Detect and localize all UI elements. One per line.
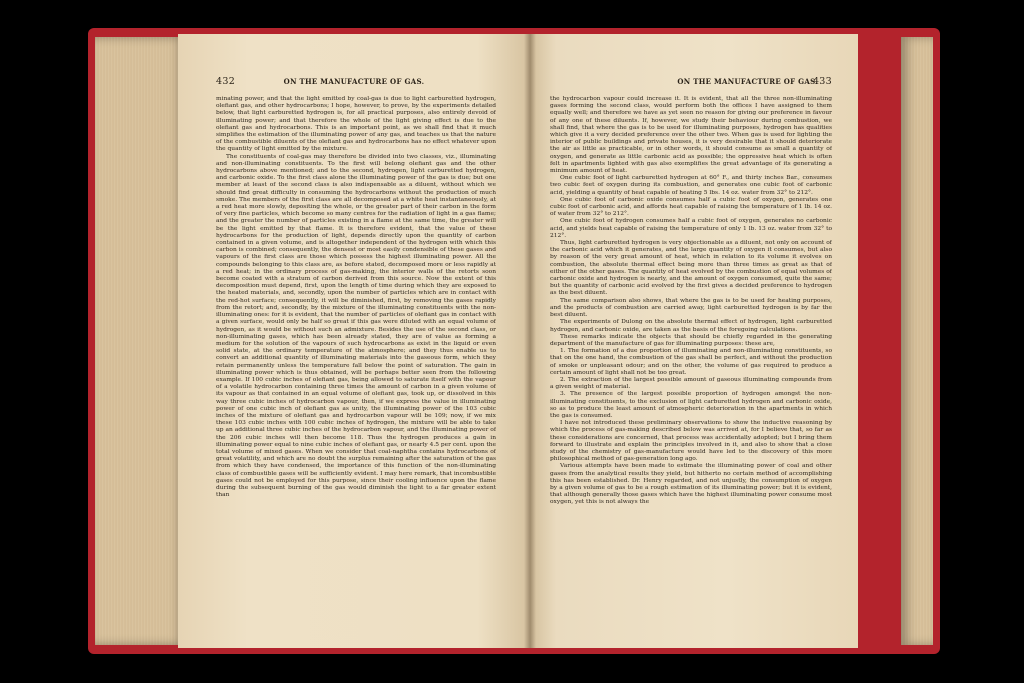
- right-page-edges: [901, 37, 933, 645]
- left-page-header: [178, 76, 530, 90]
- paragraph: The same comparison also shows, that where the gas is to be used for heating purposes, and the products of combustion are carried away, light carburetted hydrogen is by far the best diluent.: [550, 297, 832, 319]
- right-page-number: 433: [812, 76, 832, 87]
- paragraph: These remarks indicate the objects that should be chiefly regarded in the generating department of the manufacture of gas for illuminating purposes: these are,: [550, 333, 832, 347]
- paragraph: 2. The extraction of the largest possible amount of gaseous illuminating compounds from a given weight of material.: [550, 376, 832, 391]
- right-page: [530, 34, 858, 648]
- right-page-header: [530, 76, 858, 90]
- paragraph: 1. The formation of a due proportion of illuminating and non-illuminating constituents, so that on the one hand, the combustion of the gas shall be perfect, and without the production of smoke or unpleasant odour; and on the other, the volume of gas required to produce a certain amount of light shall not be too great.: [550, 348, 832, 376]
- left-page-number: 432: [216, 76, 236, 87]
- paragraph: 3. The presence of the largest possible proportion of hydrogen amongst the non-illuminating constituents, to the exclusion of light carburetted hydrogen and carbonic oxide, so as to produce the least amount of atmospheric deterioration in the apartments in which the gas is consumed.: [550, 391, 832, 419]
- paragraph: One cubic foot of light carburetted hydrogen at 60° F., and thirty inches Bar., consumes two cubic feet of oxygen during its combustion, and generates one cubic foot of carbonic acid, yielding a quantity of heat capable of heating 5 lbs. 14 oz. water from 32° to 212°.: [550, 175, 832, 196]
- paragraph: minating power, and that the light emitted by coal-gas is due to light carburetted hydrogen, olefiant gas, and other hydrocarbons; I hope, however, to prove, by the experiments detailed below, that light carburetted hydrogen is, for all practical purposes, also entirely devoid of illuminating power; and that therefore the whole of the light giving effect is due to the olefiant gas and hydrocarbons. This is an important point, as we shall find that it much simplifies the estimation of the illuminating power of any gas, and teaches us that the nature of the combustible diluents of the olefiant gas and hydrocarbons has no effect whatever upon the quantity of light emitted by the mixture.: [216, 96, 496, 153]
- paragraph: The experiments of Dulong on the absolute thermal effect of hydrogen, light carburetted hydrogen, and carbonic oxide, are taken as the basis of the foregoing calculations.: [550, 319, 832, 333]
- left-page-body: [216, 96, 496, 616]
- paragraph: One cubic foot of carbonic oxide consumes half a cubic foot of oxygen, generates one cubic foot of carbonic acid, and affords heat capable of raising the temperature of 1 lb. 14 oz. of water from 32° to 212°.: [550, 196, 832, 218]
- right-running-head: ON THE MANUFACTURE OF GAS.: [677, 77, 818, 86]
- paragraph: I have not introduced these preliminary observations to show the inductive reasoning by which the process of gas-making described below was arrived at, for I believe that, so far as these considerations are concerned, that process was accidentally adopted; but I bring them forward to illustrate and explain the principles involved in it, and also to show that a close study of the chemistry of gas-manufacture would have led to the discovery of this more philosophical method of gas-generation long ago.: [550, 420, 832, 463]
- right-page-body: [550, 96, 832, 618]
- paragraph: The constituents of coal-gas may therefore be divided into two classes, viz., illuminating and non-illuminating constituents. To the first will belong olefiant gas and the other hydrocarbons above mentioned; and to the second, hydrogen, light carburetted hydrogen, and carbonic oxide. To the first class alone the illuminating power of the gas is due; but one member at least of the second class is also indispensable as a diluent, without which we should find great difficulty in consuming the hydrocarbons without the production of much smoke. The members of the first class are all decomposed at a white heat instantaneously, at a red heat more slowly, depositing the whole, or the greater part of their carbon in the form of very fine particles, which become so many centres for the radiation of light in a gas flame; and the greater the number of particles existing in a flame at the same time, the greater will be the light emitted by that flame. It is therefore evident, that the value of these hydrocarbons for the production of light, depends directly upon the quantity of carbon contained in a given volume, and is altogether independent of the hydrogen with which this carbon is combined; consequently, the densest or most easily condensible of these gases and vapours of the first class are those which possess the highest illuminating power. All the compounds belonging to this class are, as before stated, decomposed more or less rapidly at a red heat; in the ordinary process of gas-making, the interior walls of the retorts soon become coated with a stratum of carbon derived from this source. Now the extent of this decomposition must depend, first, upon the length of time during which they are exposed to the heated materials, and, secondly, upon the number of particles which are in contact with the red-hot surface; consequently, it will be diminished, first, by removing the gases rapidly from the retort; and, secondly, by the mixture of the illuminating constituents with the non-illuminating ones: for it is evident, that the number of particles of olefiant gas in contact with a given surface, would only be half so great if this gas were diluted with an equal volume of hydrogen, as it would be without such an admixture. Besides the use of the second class, or non-illuminating gases, which has been already stated, they are of value as forming a medium for the solution of the vapours of such hydrocarbons as exist in the liquid or even solid state, at the ordinary temperature of the atmosphere; and they thus enable us to convert an additional quantity of illuminating materials into the gaseous form, which they retain permanently unless the temperature fall below the point of saturation. The gain in illuminating power which is thus obtained, will be perhaps better seen from the following example. If 100 cubic inches of olefiant gas, being allowed to saturate itself with the vapour of a volatile hydrocarbon containing three times the amount of carbon in a given volume of its vapour as that contained in an equal volume of olefiant gas, took up, or dissolved in this way three cubic inches of hydrocarbon vapour, then, if we express the value in illuminating power of one cubic inch of olefiant gas as unity, the illuminating power of the 103 cubic inches of the mixture of olefiant gas and hydrocarbon vapour will be 109; now, if we mix these 103 cubic inches with 100 cubic inches of hydrogen, the mixture will be able to take up an additional three cubic inches of the hydrocarbon vapour, and the illuminating power of the 206 cubic inches will then become 118. Thus the hydrogen produces a gain in illuminating power equal to nine cubic inches of olefiant gas, or nearly 4.5 per cent. upon the total volume of mixed gases. When we consider that coal-naphtha contains hydrocarbons of great volatility, and which are no doubt the surplus remaining after the saturation of the gas from which they have condensed, the importance of this function of the non-illuminating class of combustible gases will be sufficiently evident. I may here remark, that incombustible gases could not be employed for this purpose, since their cooling influence upon the flame during the subsequent burning of the gas would diminish the light to a far greater extent than: [216, 153, 496, 499]
- paragraph: the hydrocarbon vapour could increase it. It is evident, that all the three non-illuminating gases forming the second class, would perform both the offices I have assigned to them equally well; and therefore we have as yet seen no reason for giving our preference in favour of any one of these diluents. If, however, we study their behaviour during combustion, we shall find, that where the gas is to be used for illuminating purposes, hydrogen has qualities which give it a very decided preference over the other two. When gas is used for lighting the interior of public buildings and private houses, it is very desirable that it should deteriorate the air as little as practicable, or in other words, it should consume as small a quantity of oxygen, and generate as little carbonic acid as possible; the oppressive heat which is often felt in apartments lighted with gas also exemplifies the great advantage of its generating a minimum amount of heat.: [550, 96, 832, 175]
- book-gutter: [524, 34, 536, 648]
- paragraph: One cubic foot of hydrogen consumes half a cubic foot of oxygen, generates no carbonic acid, and yields heat capable of raising the temperature of only 1 lb. 13 oz. water from 32° to 212°.: [550, 218, 832, 239]
- open-book: [88, 28, 940, 654]
- paragraph: Thus, light carburetted hydrogen is very objectionable as a diluent, not only on account of the carbonic acid which it generates, and the large quantity of oxygen it consumes, but also by reason of the very great amount of heat, which in relation to its volume it evolves on combustion, the absolute thermal effect being more than three times as great as that of either of the other gases. The quantity of heat evolved by the combustion of equal volumes of carbonic oxide and hydrogen is nearly, and the amount of oxygen consumed, quite the same; but the quantity of carbonic acid evolved by the first gives a decided preference to hydrogen as the best diluent.: [550, 240, 832, 297]
- left-page-edges: [95, 37, 185, 645]
- left-running-head: ON THE MANUFACTURE OF GAS.: [283, 77, 425, 86]
- left-page: [178, 34, 530, 648]
- paragraph: Various attempts have been made to estimate the illuminating power of coal and other gases from the analytical results they yield, but hitherto no certain method of accomplishing this has been established. Dr. Henry regarded, and not unjustly, the consumption of oxygen by a given volume of gas to be a rough estimation of its illuminating power; but it is evident, that although generally those gases which have the highest illuminating power consume most oxygen, yet this is not always the: [550, 463, 832, 506]
